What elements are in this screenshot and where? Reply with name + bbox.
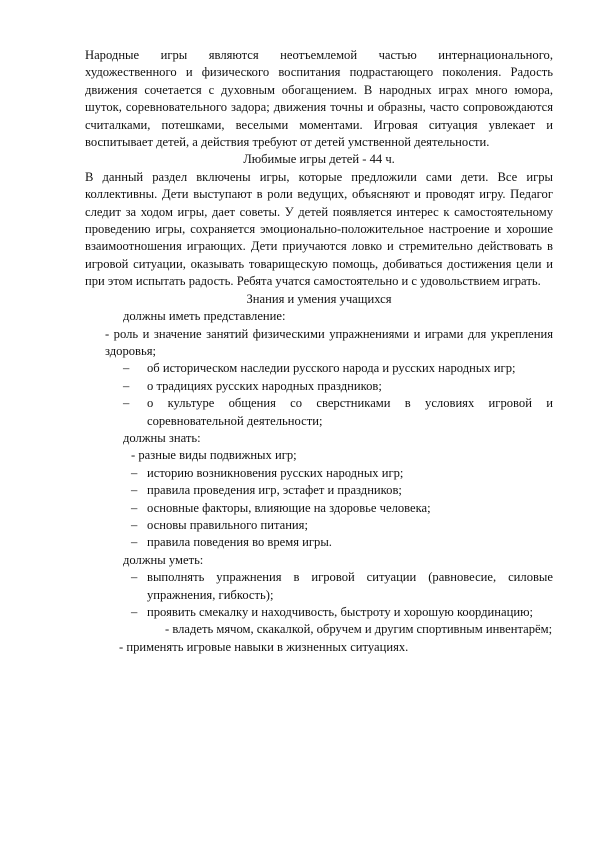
able-item-text: проявить смекалку и находчивость, быстроту и хорошую координацию; xyxy=(147,605,534,619)
list-marker: – xyxy=(131,500,138,515)
know-item-text: основные факторы, влияющие на здоровье человека; xyxy=(147,500,431,515)
able-extra-item: - владеть мячом, скакалкой, обручем и другим спортивным инвентарём; xyxy=(165,622,553,637)
represent-item-text: о традициях русских народных праздников; xyxy=(147,378,382,393)
able-item xyxy=(85,569,553,604)
represent-item xyxy=(85,360,553,377)
intro-paragraph: Народные игры являются неотъемлемой частью интернационального, художественного и физического воспитания подрастающего поколения. Радость движения сочетается с духовным обогащением. В народных играх много юмора, шуток, соревновательного задора; движения точны и образны, часто сопровождаются считалками, потешками, веселыми моментами. Игровая ситуация увлекает и воспитывает детей, а действия требуют от детей умственной деятельности. xyxy=(85,48,553,150)
represent-first-text: - роль и значение занятий физическими упражнениями и играми для укрепления здоровья; xyxy=(105,326,553,358)
know-item-text: правила поведения во время игры. xyxy=(147,535,332,550)
know-item xyxy=(85,500,553,517)
able-item-text: выполнять упражнения в игровой ситуации (равновесие, силовые упражнения, гибкость); xyxy=(147,570,553,602)
list-marker: – xyxy=(131,605,138,619)
list-marker: – xyxy=(123,378,130,393)
know-label: должны знать: xyxy=(123,430,201,445)
know-item xyxy=(85,465,553,482)
section-heading-knowledge: Знания и умения учащихся xyxy=(246,291,392,306)
know-item xyxy=(85,517,553,534)
list-marker: – xyxy=(131,483,138,498)
know-item xyxy=(85,534,553,551)
list-marker: – xyxy=(131,535,138,550)
represent-item xyxy=(85,378,553,395)
know-first-item: - разные виды подвижных игр; xyxy=(131,448,297,463)
represent-item-text: об историческом наследии русского народа и русских народных игр; xyxy=(147,361,516,376)
able-label: должны уметь: xyxy=(123,552,204,567)
list-marker: – xyxy=(131,570,138,585)
list-marker: – xyxy=(123,396,130,411)
know-item-text: правила проведения игр, эстафет и праздников; xyxy=(147,483,402,498)
list-marker: – xyxy=(123,361,130,376)
represent-item-text: о культуре общения со сверстниками в условиях игровой и соревновательной деятельности; xyxy=(147,396,553,428)
document-page xyxy=(85,47,553,656)
represent-label: должны иметь представление: xyxy=(123,309,286,324)
section-heading-favorite-games: Любимые игры детей - 44 ч. xyxy=(243,152,395,167)
represent-first-item xyxy=(85,326,553,361)
favorite-games-paragraph: В данный раздел включены игры, которые предложили сами дети. Все игры коллективны. Дети выступают в роли ведущих, объясняют и проводят игру. Педагог следит за ходом игры, дает советы. У детей появляется интерес к самостоятельному проведению игры, сохраняется эмоционально-положительное настроение и хорошие взаимоотношения играющих. Дети приучаются ловко и стремительно действовать в игровой ситуации, оказывать товарищескую помощь, добиваться достижения цели и при этом испытать радость. Ребята учатся самостоятельно и с удовольствием играть. xyxy=(85,169,553,289)
list-marker: – xyxy=(131,517,138,532)
know-item-text: основы правильного питания; xyxy=(147,517,308,532)
able-extra-item: - применять игровые навыки в жизненных ситуациях. xyxy=(119,639,409,654)
list-marker: – xyxy=(131,465,138,480)
know-item-text: историю возникновения русских народных игр; xyxy=(147,465,404,480)
able-item xyxy=(85,604,553,621)
know-item xyxy=(85,482,553,499)
represent-item xyxy=(85,395,553,430)
